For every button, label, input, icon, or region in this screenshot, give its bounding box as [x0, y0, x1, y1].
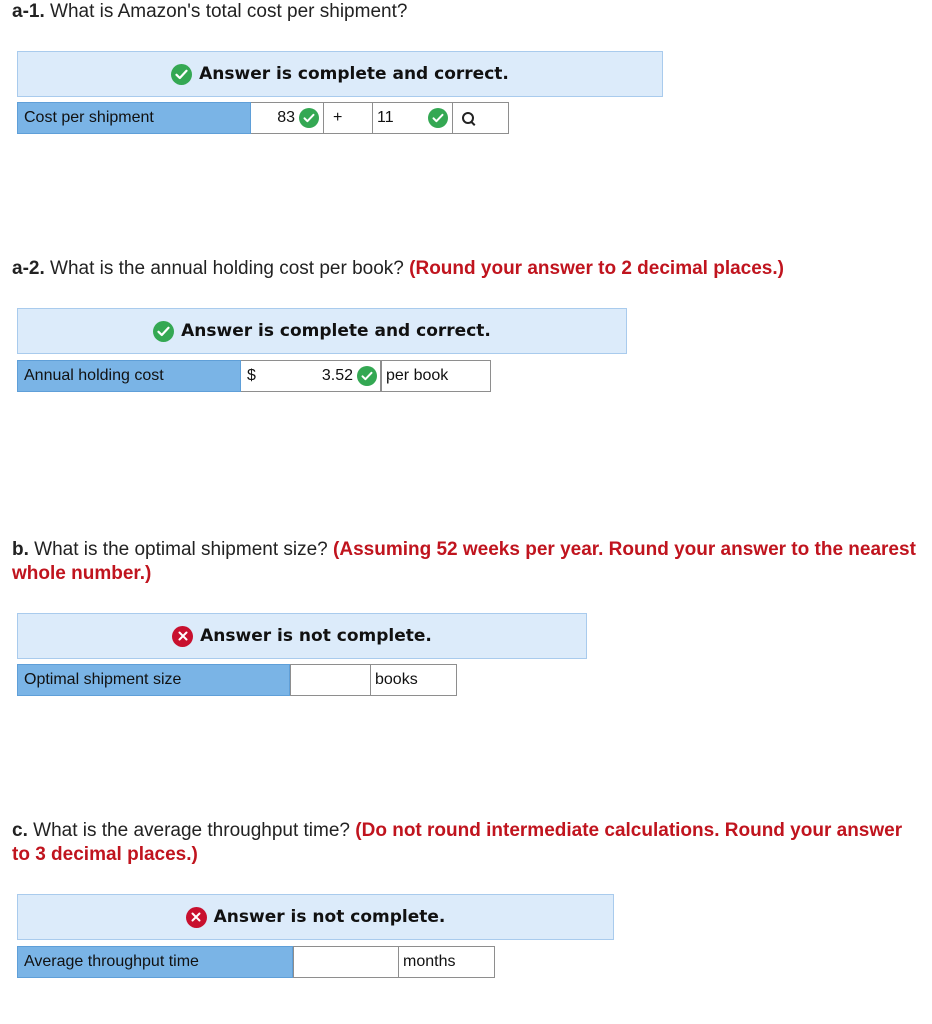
unit-label: months [403, 953, 456, 970]
holding-cost-value: 3.52 [321, 367, 353, 384]
currency-symbol: $ [247, 367, 256, 384]
operator-cell [324, 102, 373, 134]
question-a1-prompt [12, 0, 407, 24]
question-a2-id: a-2. [12, 258, 45, 279]
status-text: Answer is complete and correct. [181, 321, 491, 341]
question-b-id: b. [12, 539, 29, 560]
row-label: Cost per shipment [17, 102, 251, 134]
x-circle-icon [172, 626, 193, 647]
status-text: Answer is not complete. [213, 907, 446, 927]
check-circle-icon [299, 108, 319, 128]
question-b-prompt [12, 538, 920, 586]
holding-cost-input[interactable] [241, 360, 381, 392]
check-circle-icon [357, 366, 377, 386]
status-banner-a1 [17, 51, 663, 97]
unit-cell [371, 664, 457, 696]
unit-label: per book [386, 367, 449, 384]
unit-label: books [375, 671, 418, 688]
x-circle-icon [186, 907, 207, 928]
question-c-instruction: (Do not round intermediate calculations. Round your answer to 3 decimal places.) [12, 820, 903, 865]
question-a1-id: a-1. [12, 1, 45, 22]
status-banner-a2 [17, 308, 627, 354]
question-a2-instruction: (Round your answer to 2 decimal places.) [409, 258, 784, 279]
answer-row-average-throughput-time [17, 946, 495, 978]
row-label: Optimal shipment size [17, 664, 290, 696]
question-c-prompt [12, 819, 920, 867]
optimal-size-input[interactable] [290, 664, 371, 696]
question-a2-prompt [12, 257, 784, 281]
answer-row-annual-holding-cost [17, 360, 491, 392]
cost-value-2-input[interactable] [373, 102, 453, 134]
answer-row-cost-per-shipment [17, 102, 509, 134]
status-text: Answer is complete and correct. [199, 64, 509, 84]
check-circle-icon [171, 64, 192, 85]
status-text: Answer is not complete. [200, 626, 432, 646]
cost-value-2: 11 [377, 109, 394, 126]
question-a2-text: What is the annual holding cost per book? [50, 258, 404, 279]
question-b-instruction: (Assuming 52 weeks per year. Round your answer to the nearest whole number.) [12, 539, 916, 584]
magnifier-icon [462, 112, 474, 124]
question-a1-text: What is Amazon's total cost per shipment? [50, 1, 408, 22]
unit-cell [399, 946, 495, 978]
row-label: Annual holding cost [17, 360, 241, 392]
question-b-text: What is the optimal shipment size? [34, 539, 328, 560]
answer-row-optimal-shipment-size [17, 664, 457, 696]
check-circle-icon [153, 321, 174, 342]
question-c-id: c. [12, 820, 28, 841]
check-circle-icon [428, 108, 448, 128]
unit-cell [381, 360, 491, 392]
status-banner-b [17, 613, 587, 659]
throughput-time-input[interactable] [293, 946, 399, 978]
magnifier-button[interactable] [453, 102, 509, 134]
row-label: Average throughput time [17, 946, 293, 978]
status-banner-c [17, 894, 614, 940]
cost-value-1: 83 [277, 109, 295, 126]
question-c-text: What is the average throughput time? [33, 820, 350, 841]
cost-value-1-input[interactable] [251, 102, 324, 134]
plus-operator: + [333, 109, 343, 126]
